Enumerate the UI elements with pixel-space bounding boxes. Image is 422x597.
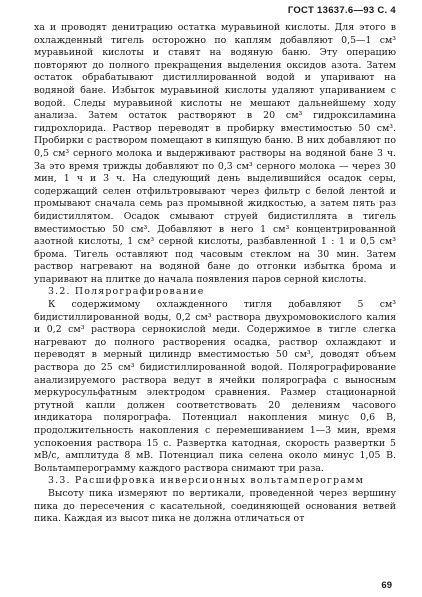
paragraph-peak-height: Высоту пика измеряют по вертикали, проведенной через вершину пика до пересечения с касательной, соединяющей основания ветвей пика. Каждая из высот пика не должна отличаться от (34, 487, 396, 525)
page-number: 69 (381, 580, 392, 591)
section-heading-3-2: 3.2. Полярографирование (48, 286, 205, 298)
document-body (34, 22, 396, 526)
document-header: ГОСТ 13637.6—93 С. 4 (287, 5, 396, 16)
paragraph-polarography: К содержимому охлажденного тигля добавляют 5 см³ бидистиллированной воды, 0,2 см³ раствора двухромовокислого калия и 0,2 см³ раствора сернокислой меди. Содержимое в тигле слегка нагревают до полного растворения осадка, раствор охлаждают и переводят в мерный цилиндр вместимостью 50 см³, доводят объем раствора до 25 см³ бидистиллированной водой. Полярографирование анализируемого раствора ведут в ячейки полярографа с выносным меркуросульфатным электродом сравнения. Размер стационарной ртутной капли должен соответствовать 20 делениям часового индикатора полярографа. Потенциал накопления минус 0,6 В, продолжительность накопления с перемешиванием 1—3 мин, время успокоения раствора 15 с. Развертка катодная, скорость развертки 5 мВ/с, амплитуда 8 мВ. Потенциал пика селена около минус 1,05 В. Вольтамперограмму каждого раствора снимают три раза. (34, 299, 396, 474)
paragraph-continuation: ха и проводят денитрацию остатка муравьиной кислоты. Для этого в охлажденный тигель осторожно по каплям добавляют 0,5—1 см³ муравьиной кислоты и ставят на водяную баню. Эту операцию повторяют до полного прекращения выделения оксидов азота. Затем остаток обрабатывают дистиллированной водой и упаривают на водяной бане. Избыток муравьиной кислоты удаляют упариванием с водой. Следы муравьиной кислоты не мешают дальнейшему ходу анализа. Затем остаток растворяют в 20 см³ гидроксиламина гидрохлорида. Раствор переводят в пробирку вместимостью 50 см³. Пробирки с раствором помещают в кипящую баню. В них добавляют по 0,5 см³ серного молока и выдерживают растворы на водяной бане 3 ч. За это время трижды добавляют по 0,3 см³ серного молока — через 30 мин, 1 ч и 3 ч. На следующий день выделившийся осадок серы, содержащий селен отфильтровывают через фильтр с белой лентой и промывают сначала семь раз промывной жидкостью, а затем пять раз бидистиллятом. Осадок смывают струей бидистиллята в тигель вместимостью 50 см³. Добавляют в него 1 см³ концентрированной азотной кислоты, 1 см³ серной кислоты, разбавленной 1 : 1 и 0,5 см³ брома. Тигель оставляют под часовым стеклом на 30 мин. Затем раствор нагревают на водяной бане до отгонки избытка брома и упаривают на плитке до начала появления паров серной кислоты. (34, 22, 396, 285)
section-heading-3-3: 3.3. Расшифровка инверсионных вольтамперограмм (48, 475, 365, 487)
